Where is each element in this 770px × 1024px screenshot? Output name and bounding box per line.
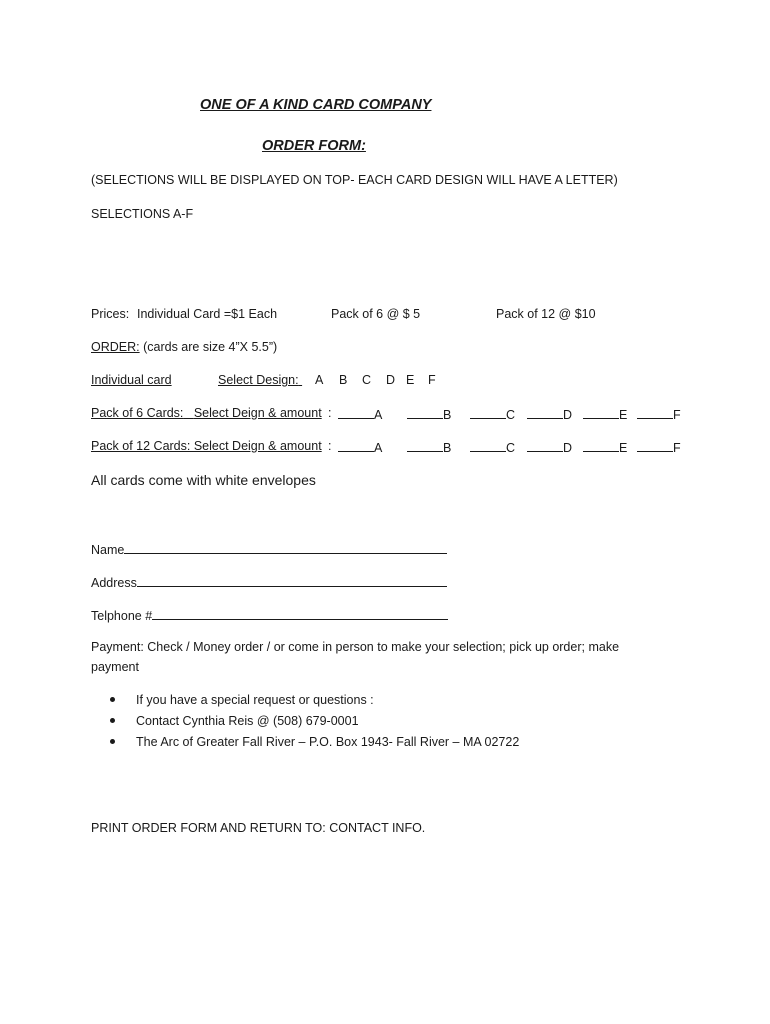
name-field[interactable] [91,542,447,557]
pack6-colon: : [328,406,332,420]
pack12-amount-d[interactable]: D [527,440,572,455]
form-title: ORDER FORM: [262,138,366,154]
size-note: (cards are size 4”X 5.5”) [143,340,278,354]
phone-label: Telphone # [91,609,153,623]
address-field[interactable] [91,575,447,590]
selections-note: (SELECTIONS WILL BE DISPLAYED ON TOP- EACH CARD DESIGN WILL HAVE A LETTER) [91,173,618,187]
price-individual: Individual Card =$1 Each [137,307,278,321]
list-item: If you have a special request or questions : [110,693,519,714]
individual-card-label: Individual card [91,373,172,387]
pack12-amount-a[interactable]: A [338,440,382,455]
list-item: The Arc of Greater Fall River – P.O. Box 1943- Fall River – MA 02722 [110,735,519,756]
payment-line-1: Payment: Check / Money order / or come in person to make your selection; pick up order; make [91,640,620,654]
footer-instruction: PRINT ORDER FORM AND RETURN TO: CONTACT INFO. [91,821,426,835]
bullet-icon [110,739,115,744]
design-letter-e[interactable]: E [406,373,415,387]
bullet-icon [110,697,115,702]
pack6-amount-d[interactable]: D [527,407,572,422]
order-heading [91,341,277,354]
order-label: ORDER: [91,340,140,354]
list-item: Contact Cynthia Reis @ (508) 679-0001 [110,714,519,735]
company-title: ONE OF A KIND CARD COMPANY [200,97,432,113]
pack12-colon: : [328,439,332,453]
contact-list [110,693,519,756]
phone-line[interactable] [152,608,448,620]
design-letter-b[interactable]: B [339,373,348,387]
design-letter-c[interactable]: C [362,373,372,387]
address-line[interactable] [137,575,447,587]
name-line[interactable] [124,542,447,554]
pack12-amount-b[interactable]: B [407,440,451,455]
pack6-amount-b[interactable]: B [407,407,451,422]
select-design-label: Select Design: [218,373,299,387]
name-label: Name [91,543,125,557]
payment-line-2: payment [91,660,139,674]
pack12-amount-c[interactable]: C [470,440,515,455]
address-label: Address [91,576,137,590]
pack6-label: Pack of 6 Cards: Select Deign & amount [91,406,322,420]
pack6-amount-f[interactable]: F [637,407,681,422]
envelopes-note: All cards come with white envelopes [91,472,316,488]
pack12-amount-f[interactable]: F [637,440,681,455]
prices-label: Prices: [91,307,130,321]
phone-field[interactable] [91,608,448,623]
pack12-label: Pack of 12 Cards: Select Deign & amount [91,439,322,453]
selections-range: SELECTIONS A-F [91,207,194,221]
pack6-amount-e[interactable]: E [583,407,627,422]
pack12-amount-e[interactable]: E [583,440,627,455]
pack6-amount-c[interactable]: C [470,407,515,422]
pack6-amount-a[interactable]: A [338,407,382,422]
bullet-icon [110,718,115,723]
price-pack6: Pack of 6 @ $ 5 [331,307,421,321]
design-letter-a[interactable]: A [315,373,324,387]
design-letter-f[interactable]: F [428,373,436,387]
design-letter-d[interactable]: D [386,373,396,387]
price-pack12: Pack of 12 @ $10 [496,307,596,321]
